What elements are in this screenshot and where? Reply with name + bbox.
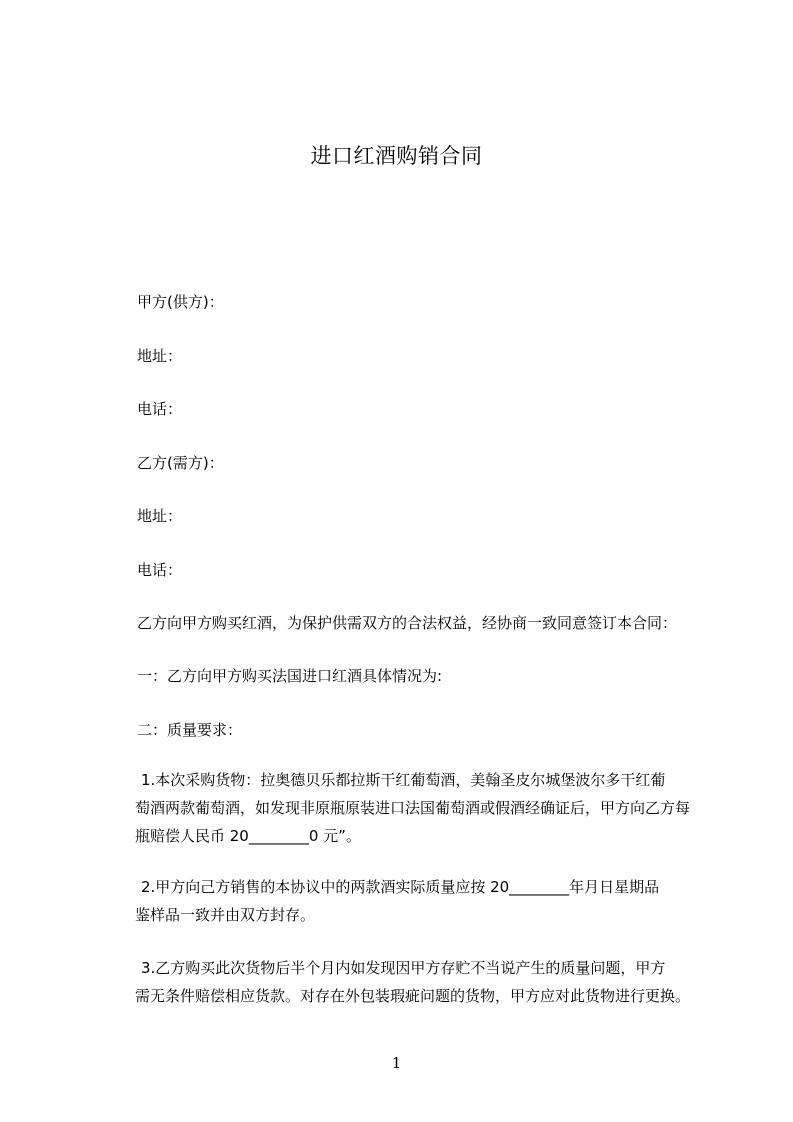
contract-title: 进口红酒购销合同 <box>310 144 483 168</box>
party-b-label: 乙方(需方)： <box>137 454 224 472</box>
clause-2 <box>135 873 720 929</box>
clause-2-line-2: 鉴样品一致并由双方封存。 <box>135 906 316 924</box>
section-1-heading: 一：乙方向甲方购买法国进口红酒具体情况为: <box>137 667 443 685</box>
clause-3-line-2: 需无条件赔偿相应货款。对存在外包装瑕疵问题的货物，甲方应对此货物进行更换。 <box>135 987 691 1005</box>
party-a-address-label: 地址： <box>137 347 183 365</box>
page-number: 1 <box>391 1054 402 1072</box>
section-2-heading: 二：质量要求： <box>137 721 243 739</box>
party-b-address-label: 地址： <box>137 507 183 525</box>
party-b-phone-label: 电话： <box>137 561 183 579</box>
party-a-phone-label: 电话： <box>137 400 183 418</box>
clause-1-line-1: 1.本次采购货物：拉奥德贝乐都拉斯干红葡萄酒，美翰圣皮尔城堡波尔多干红葡 <box>141 771 666 789</box>
clause-1-line-2: 萄酒两款葡萄酒，如发现非原瓶原装进口法国葡萄酒或假酒经确证后，甲方向乙方每 <box>135 799 691 817</box>
party-a-label: 甲方(供方)： <box>137 293 224 311</box>
clause-1 <box>135 766 720 850</box>
clause-1-line-3: 瓶赔偿人民币 20________0 元”。 <box>135 827 361 845</box>
clause-3-line-1: 3.乙方购买此次货物后半个月内如发现因甲方存贮不当说产生的质量问题，甲方 <box>141 959 666 977</box>
contract-preamble: 乙方向甲方购买红酒，为保护供需双方的合法权益，经协商一致同意签订本合同： <box>137 614 678 632</box>
clause-2-line-1: 2.甲方向己方销售的本协议中的两款酒实际质量应按 20________年月日星期品 <box>141 878 660 896</box>
clause-3 <box>135 954 720 1010</box>
